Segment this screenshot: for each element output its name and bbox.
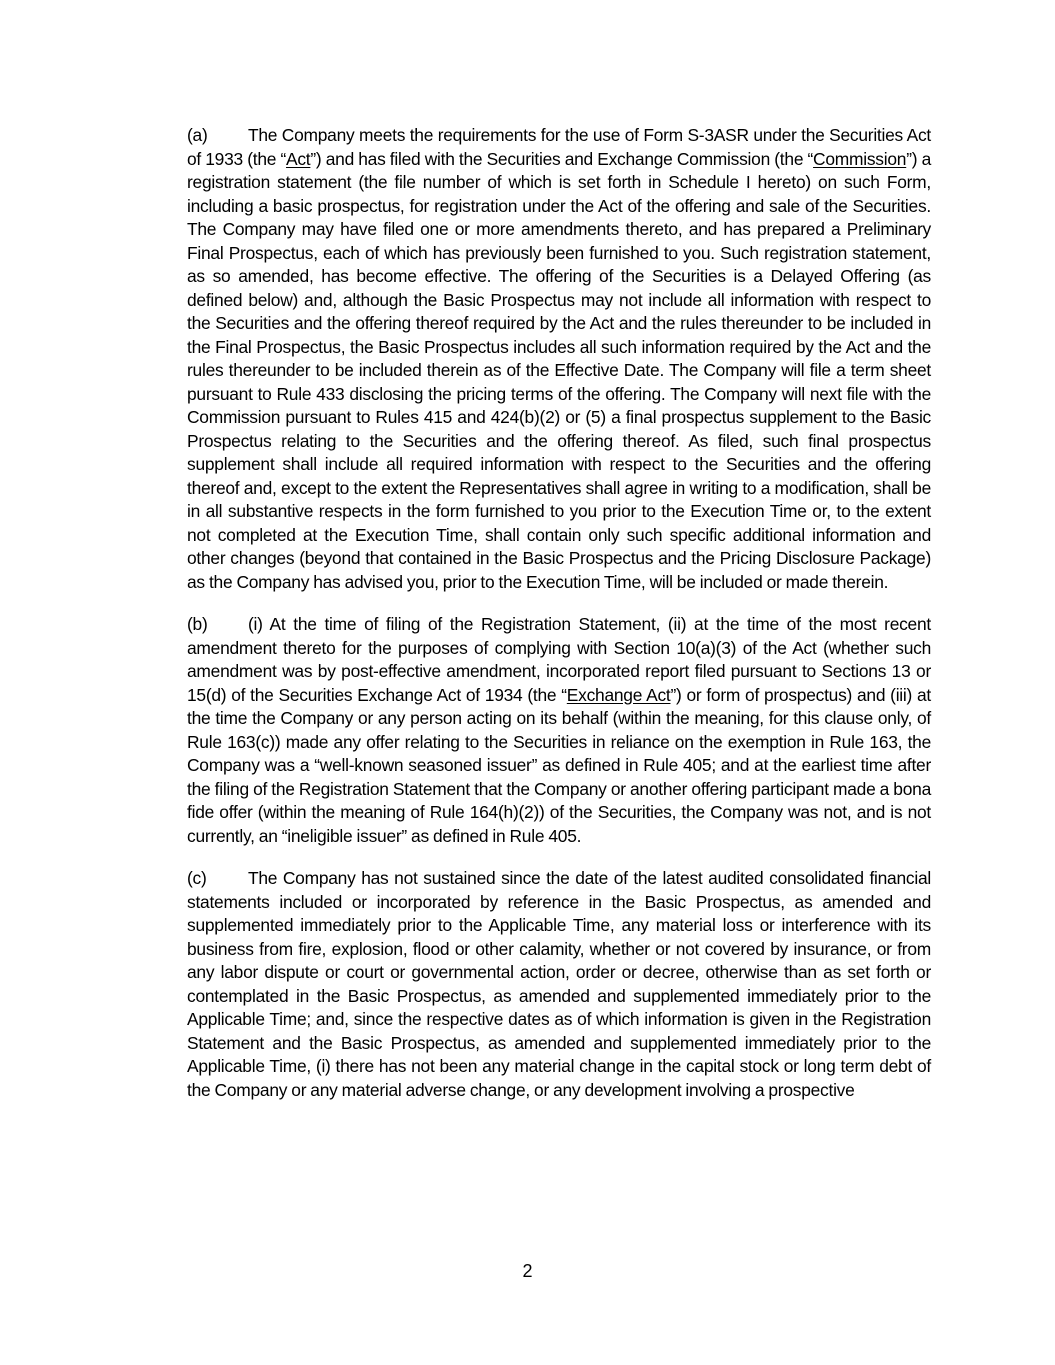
page-number: 2 <box>522 1261 533 1281</box>
paragraph-text: ”) and has filed with the Securities and Exchange Commission (the “ <box>310 148 814 169</box>
defined-term-exchange-act: Exchange Act <box>566 684 671 705</box>
paragraph-text: The Company meets the requirements for the use of Form S-3ASR under the Securities Act of 1933 (the “ <box>187 125 931 169</box>
paragraph-c <box>187 867 931 1102</box>
paragraph-text: The Company has not sustained since the date of the latest audited consolidated financial statements included or incorporated by reference in the Basic Prospectus, as amended and supplemented immediately prior to the Applicable Time, any material loss or interference with its business from fire, explosion, flood or other calamity, whether or not covered by insurance, or from any labor dispute or court or governmental action, order or decree, otherwise than as set forth or contemplated in the Basic Prospectus, as amended and supplemented immediately prior to the Applicable Time; and, since the respective dates as of which information is given in the Registration Statement and the Basic Prospectus, as amended and supplemented immediately prior to the Applicable Time, (i) there has not been any material change in the capital stock or long term debt of the Company or any material adverse change, or any development involving a prospective <box>187 868 931 1100</box>
paragraph-b <box>187 613 931 848</box>
paragraph-marker: (a) <box>187 125 208 145</box>
paragraph-a <box>187 124 931 594</box>
defined-term-commission: Commission <box>813 148 907 169</box>
paragraph-marker: (c) <box>187 868 207 888</box>
defined-term-act: Act <box>285 148 311 169</box>
paragraph-text: ”) or form of prospectus) and (iii) at the time the Company or any person acting on its behalf (within the meaning, for this clause only, of Rule 163(c)) made any offer relating to the Securities in reliance on the exemption in Rule 163, the Company was a “well-known seasoned issuer” as defined in Rule 405; and at the earliest time after the filing of the Registration Statement that the Company or another offering participant made a bona fide offer (within the meaning of Rule 164(h)(2)) of the Securities, the Company was not, and is not currently, an “ineligible issuer” as defined in Rule 405. <box>187 684 931 846</box>
paragraph-text: ”) a registration statement (the file number of which is set forth in Schedule I hereto) on such Form, including a basic prospectus, for registration under the Act of the offering and sale of the Securities. The Company may have filed one or more amendments thereto, and has prepared a Preliminary Final Prospectus, each of which has previously been furnished to you. Such registration statement, as so amended, has become effective. The offering of the Securities is a Delayed Offering (as defined below) and, although the Basic Prospectus may not include all information with respect to the Securities and the offering thereof required by the Act and the rules thereunder to be included in the Final Prospectus, the Basic Prospectus includes all such information required by the Act and the rules thereunder to be included therein as of the Effective Date. The Company will file a term sheet pursuant to Rule 433 disclosing the pricing terms of the offering. The Company will next file with the Commission pursuant to Rules 415 and 424(b)(2) or (5) a final prospectus supplement to the Basic Prospectus relating to the Securities and the offering thereof. As filed, such final prospectus supplement shall include all required information with respect to the Securities and the offering thereof and, except to the extent the Representatives shall agree in writing to a modification, shall be in all substantive respects in the form furnished to you prior to the Execution Time or, to the extent not completed at the Execution Time, shall contain only such specific additional information and other changes (beyond that contained in the Basic Prospectus and the Pricing Disclosure Package) as the Company has advised you, prior to the Execution Time, will be included or made therein. <box>187 148 931 592</box>
paragraph-marker: (b) <box>187 614 208 634</box>
paragraph-text: (i) At the time of filing of the Registration Statement, (ii) at the time of the most recent amendment thereto for the purposes of complying with Section 10(a)(3) of the Act (whether such amendment was by post-effective amendment, incorporated report filed pursuant to Sections 13 or 15(d) of the Securities Exchange Act of 1934 (the “ <box>187 614 931 705</box>
document-body <box>187 124 931 1121</box>
